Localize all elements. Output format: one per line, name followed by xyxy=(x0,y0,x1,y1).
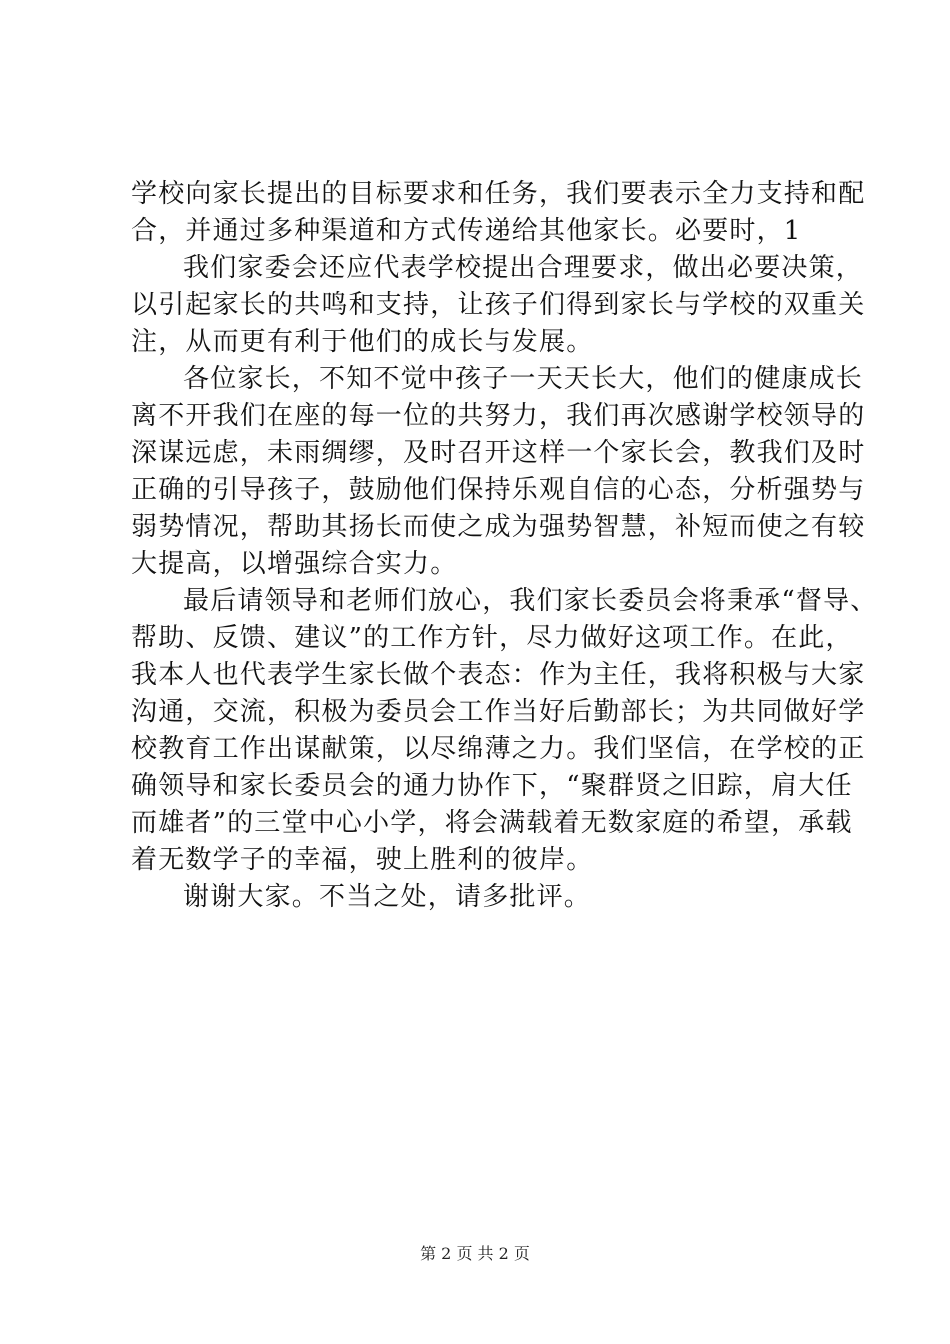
text-line: 而雄者”的三堂中心小学，将会满载着无数家庭的希望，承载 xyxy=(131,808,853,838)
page-footer: 第 2 页 共 2 页 xyxy=(420,1244,530,1263)
text-line: 我本人也代表学生家长做个表态：作为主任，我将积极与大家 xyxy=(131,660,866,690)
text-line: 校教育工作出谋献策，以尽绵薄之力。我们坚信，在学校的正 xyxy=(131,734,866,764)
paragraph-start-line: 我们家委会还应代表学校提出合理要求，做出必要决策， xyxy=(183,253,864,283)
text-line: 注，从而更有利于他们的成长与发展。 xyxy=(131,327,594,357)
document-body xyxy=(131,176,878,916)
paragraph-start-line: 谢谢大家。不当之处，请多批评。 xyxy=(183,882,592,912)
text-line: 弱势情况，帮助其扬长而使之成为强势智慧，补短而使之有较 xyxy=(131,512,866,542)
text-line: 着无数学子的幸福，驶上胜利的彼岸。 xyxy=(131,845,594,875)
text-line: 沟通，交流，积极为委员会工作当好后勤部长；为共同做好学 xyxy=(131,697,866,727)
text-line: 离不开我们在座的每一位的共努力，我们再次感谢学校领导的 xyxy=(131,401,866,431)
text-line: 深谋远虑，未雨绸缪，及时召开这样一个家长会，教我们及时 xyxy=(131,438,866,468)
text-line: 以引起家长的共鸣和支持，让孩子们得到家长与学校的双重关 xyxy=(131,290,866,320)
text-line: 合，并通过多种渠道和方式传递给其他家长。必要时，1 xyxy=(131,216,802,246)
paragraph-start-line: 最后请领导和老师们放心，我们家长委员会将秉承“督导、 xyxy=(183,586,878,616)
paragraph-start-line: 各位家长，不知不觉中孩子一天天长大，他们的健康成长 xyxy=(183,364,864,394)
text-line: 正确的引导孩子，鼓励他们保持乐观自信的心态，分析强势与 xyxy=(131,475,866,505)
text-line: 学校向家长提出的目标要求和任务，我们要表示全力支持和配 xyxy=(131,179,866,209)
text-line: 帮助、反馈、建议”的工作方针，尽力做好这项工作。在此， xyxy=(131,623,853,653)
text-line: 确领导和家长委员会的通力协作下，“聚群贤之旧踪，肩大任 xyxy=(131,771,853,801)
text-line: 大提高，以增强综合实力。 xyxy=(131,549,458,579)
